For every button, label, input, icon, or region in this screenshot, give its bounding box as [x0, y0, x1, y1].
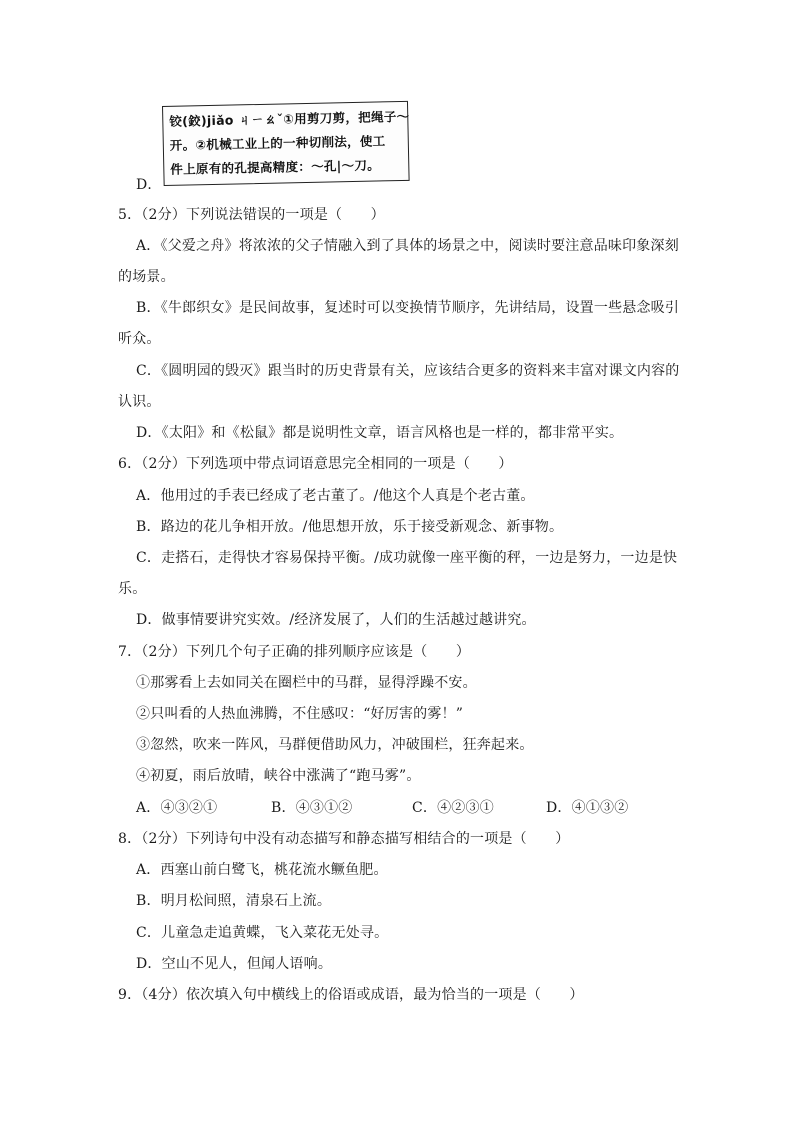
q8-option-c: C．儿童急走追黄蝶，飞入菜花无处寻。: [136, 925, 389, 941]
q5-stem: 5．（2分）下列说法错误的一项是（ ）: [118, 207, 385, 223]
q5-option-b-line2: 听众。: [118, 331, 161, 347]
q6-option-b: B．路边的花儿争相开放。/他思想开放，乐于接受新观念、新事物。: [136, 519, 564, 535]
q6-option-c-line1: C．走搭石，走得快才容易保持平衡。/成功就像一座平衡的秤，一边是努力，一边是快: [136, 550, 678, 566]
q7-sentence-1: ①那雾看上去如同关在圈栏中的马群，显得浮躁不安。: [136, 675, 477, 691]
q7-option-d: D．④①③②: [546, 800, 629, 816]
q8-stem: 8．（2分）下列诗句中没有动态描写和静态描写相结合的一项是（ ）: [118, 831, 570, 847]
q5-option-c-line1: C．《圆明园的毁灭》跟当时的历史背景有关，应该结合更多的资料来丰富对课文内容的: [136, 363, 680, 379]
q7-sentence-2: ②只叫看的人热血沸腾，不住感叹：“好厉害的雾！”: [136, 706, 464, 722]
q5-option-d: D．《太阳》和《松鼠》都是说明性文章，语言风格也是一样的，都非常平实。: [136, 425, 624, 441]
dictionary-entry-image: [162, 101, 410, 186]
q6-stem: 6．（2分）下列选项中带点词语意思完全相同的一项是（ ）: [118, 456, 513, 472]
q6-option-a: A．他用过的手表已经成了老古董了。/他这个人真是个老古董。: [136, 488, 535, 504]
q7-option-a: A．④③②①: [136, 800, 218, 816]
q5-option-b-line1: B．《牛郎织女》是民间故事，复述时可以变换情节顺序，先讲结局，设置一些悬念吸引: [136, 300, 680, 316]
q8-option-a: A．西塞山前白鹭飞，桃花流水鳜鱼肥。: [136, 862, 388, 878]
q8-option-d: D．空山不见人，但闻人语响。: [136, 956, 333, 972]
q5-option-a-line1: A．《父爱之舟》将浓浓的父子情融入到了具体的场景之中，阅读时要注意品味印象深刻: [136, 238, 679, 254]
q5-option-c-line2: 认识。: [118, 394, 161, 410]
q7-option-c: C．④②③①: [412, 800, 494, 816]
q6-option-d: D．做事情要讲究实效。/经济发展了，人们的生活越过越讲究。: [136, 612, 536, 628]
q6-option-c-line2: 乐。: [118, 581, 147, 597]
q7-sentence-3: ③忽然，吹来一阵风，马群便借助风力，冲破围栏，狂奔起来。: [136, 737, 534, 753]
dictionary-line-2: 开。②机械工业上的一种切削法，使工: [169, 133, 386, 153]
q8-option-b: B．明月松间照，清泉石上流。: [136, 893, 332, 909]
q7-stem: 7．（2分）下列几个句子正确的排列顺序应该是（ ）: [118, 644, 471, 660]
q7-sentence-4: ④初夏，雨后放晴，峡谷中涨满了“跑马雾”。: [136, 768, 421, 784]
q9-stem: 9．（4分）依次填入句中横线上的俗语或成语，最为恰当的一项是（ ）: [118, 987, 584, 1003]
q4-option-d-label: D．: [136, 177, 162, 193]
dictionary-line-1: 铰(鉸)jiǎo ㄐㄧㄠˇ①用剪刀剪，把绳子～: [169, 108, 410, 129]
q7-option-b: B．④③①②: [271, 800, 353, 816]
dictionary-line-3: 件上原有的孔提高精度：～孔|～刀。: [170, 157, 381, 177]
q5-option-a-line2: 的场景。: [118, 269, 175, 285]
